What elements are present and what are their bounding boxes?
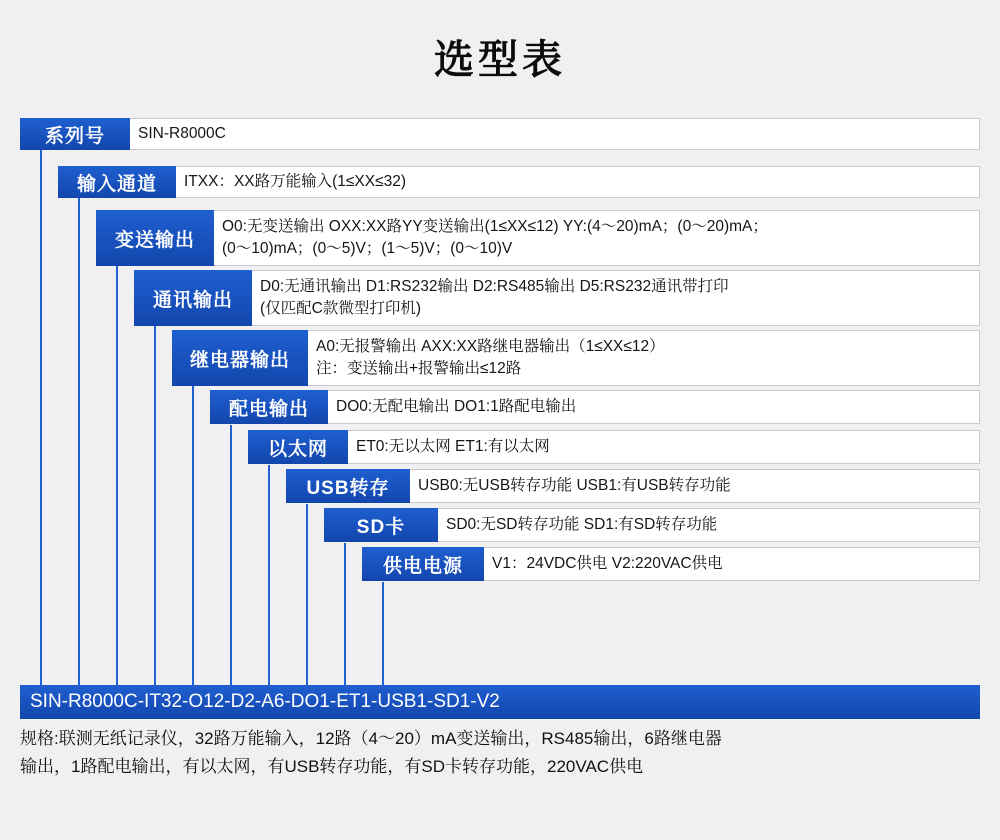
connector-line-3 <box>116 258 128 692</box>
connector-line-10 <box>382 582 394 692</box>
row-relay-output <box>172 330 980 386</box>
row-value-communication-output <box>252 270 980 326</box>
row-usb-transfer <box>286 469 980 503</box>
power-supply-text: V1：24VDC供电 V2:220VAC供电 <box>492 554 723 572</box>
row-label-series-number: 系列号 <box>20 118 130 150</box>
connector-line-4 <box>154 318 166 692</box>
row-value-power-distribution-output <box>328 390 980 424</box>
row-label-relay-output: 继电器输出 <box>172 330 308 386</box>
connector-line-5 <box>192 378 204 692</box>
relay-output-line2: 注：变送输出+报警输出≤12路 <box>316 360 522 377</box>
connector-line-1 <box>40 150 52 690</box>
row-sd-card <box>324 508 980 542</box>
input-channel-text: ITXX：XX路万能输入(1≤XX≤32) <box>184 172 407 190</box>
summary-model-code: SIN-R8000C-IT32-O12-D2-A6-DO1-ET1-USB1-SD1-V2 <box>20 685 980 719</box>
power-distribution-output-text: DO0:无配电输出 DO1:1路配电输出 <box>336 397 577 415</box>
usb-transfer-text: USB0:无USB转存功能 USB1:有USB转存功能 <box>418 476 731 494</box>
row-value-power-supply <box>484 547 980 581</box>
communication-output-line2: (仅匹配C款微型打印机) <box>260 300 422 317</box>
row-label-communication-output: 通讯输出 <box>134 270 252 326</box>
row-communication-output <box>134 270 980 326</box>
connector-line-7 <box>268 465 280 692</box>
row-power-supply <box>362 547 980 581</box>
summary-description-line2: 输出，1路配电输出，有以太网，有USB转存功能，有SD卡转存功能，220VAC供电 <box>20 757 644 777</box>
summary-description-line1: 规格:联测无纸记录仪，32路万能输入，12路（4～20）mA变送输出，RS485输出，6路继电器 <box>20 729 722 748</box>
row-label-input-channel: 输入通道 <box>58 166 176 198</box>
row-value-series-number <box>130 118 980 150</box>
relay-output-line1: A0:无报警输出 AXX:XX路继电器输出（1≤XX≤12） <box>316 337 665 355</box>
row-value-sd-card <box>438 508 980 542</box>
row-label-power-supply: 供电电源 <box>362 547 484 581</box>
row-label-ethernet: 以太网 <box>248 430 348 464</box>
row-input-channel <box>58 166 980 198</box>
sd-card-text: SD0:无SD转存功能 SD1:有SD转存功能 <box>446 515 718 533</box>
series-number-text: SIN-R8000C <box>138 124 226 142</box>
row-label-sd-card: SD卡 <box>324 508 438 542</box>
row-value-usb-transfer <box>410 469 980 503</box>
page-title: 选型表 <box>434 38 566 82</box>
row-transmitter-output <box>96 210 980 266</box>
row-label-transmitter-output: 变送输出 <box>96 210 214 266</box>
row-label-power-distribution-output: 配电输出 <box>210 390 328 424</box>
transmitter-output-line2: (0～10)mA；(0～5)V；(1～5)V；(0～10)V <box>222 240 513 257</box>
communication-output-line1: D0:无通讯输出 D1:RS232输出 D2:RS485输出 D5:RS232通讯带打印 <box>260 277 729 295</box>
row-label-usb-transfer: USB转存 <box>286 469 410 503</box>
row-value-input-channel <box>176 166 980 198</box>
connector-line-2 <box>78 198 90 692</box>
connector-line-8 <box>306 504 318 692</box>
row-series-number <box>20 118 980 150</box>
connector-line-6 <box>230 425 242 692</box>
row-value-ethernet <box>348 430 980 464</box>
row-ethernet <box>248 430 980 464</box>
row-value-relay-output <box>308 330 980 386</box>
row-power-distribution-output <box>210 390 980 424</box>
transmitter-output-line1: O0:无变送输出 OXX:XX路YY变送输出(1≤XX≤12) YY:(4～20)mA；(0～20)mA； <box>222 217 768 235</box>
row-value-transmitter-output <box>214 210 980 266</box>
ethernet-text: ET0:无以太网 ET1:有以太网 <box>356 437 550 455</box>
connector-line-9 <box>344 543 356 692</box>
summary-description <box>20 725 980 781</box>
